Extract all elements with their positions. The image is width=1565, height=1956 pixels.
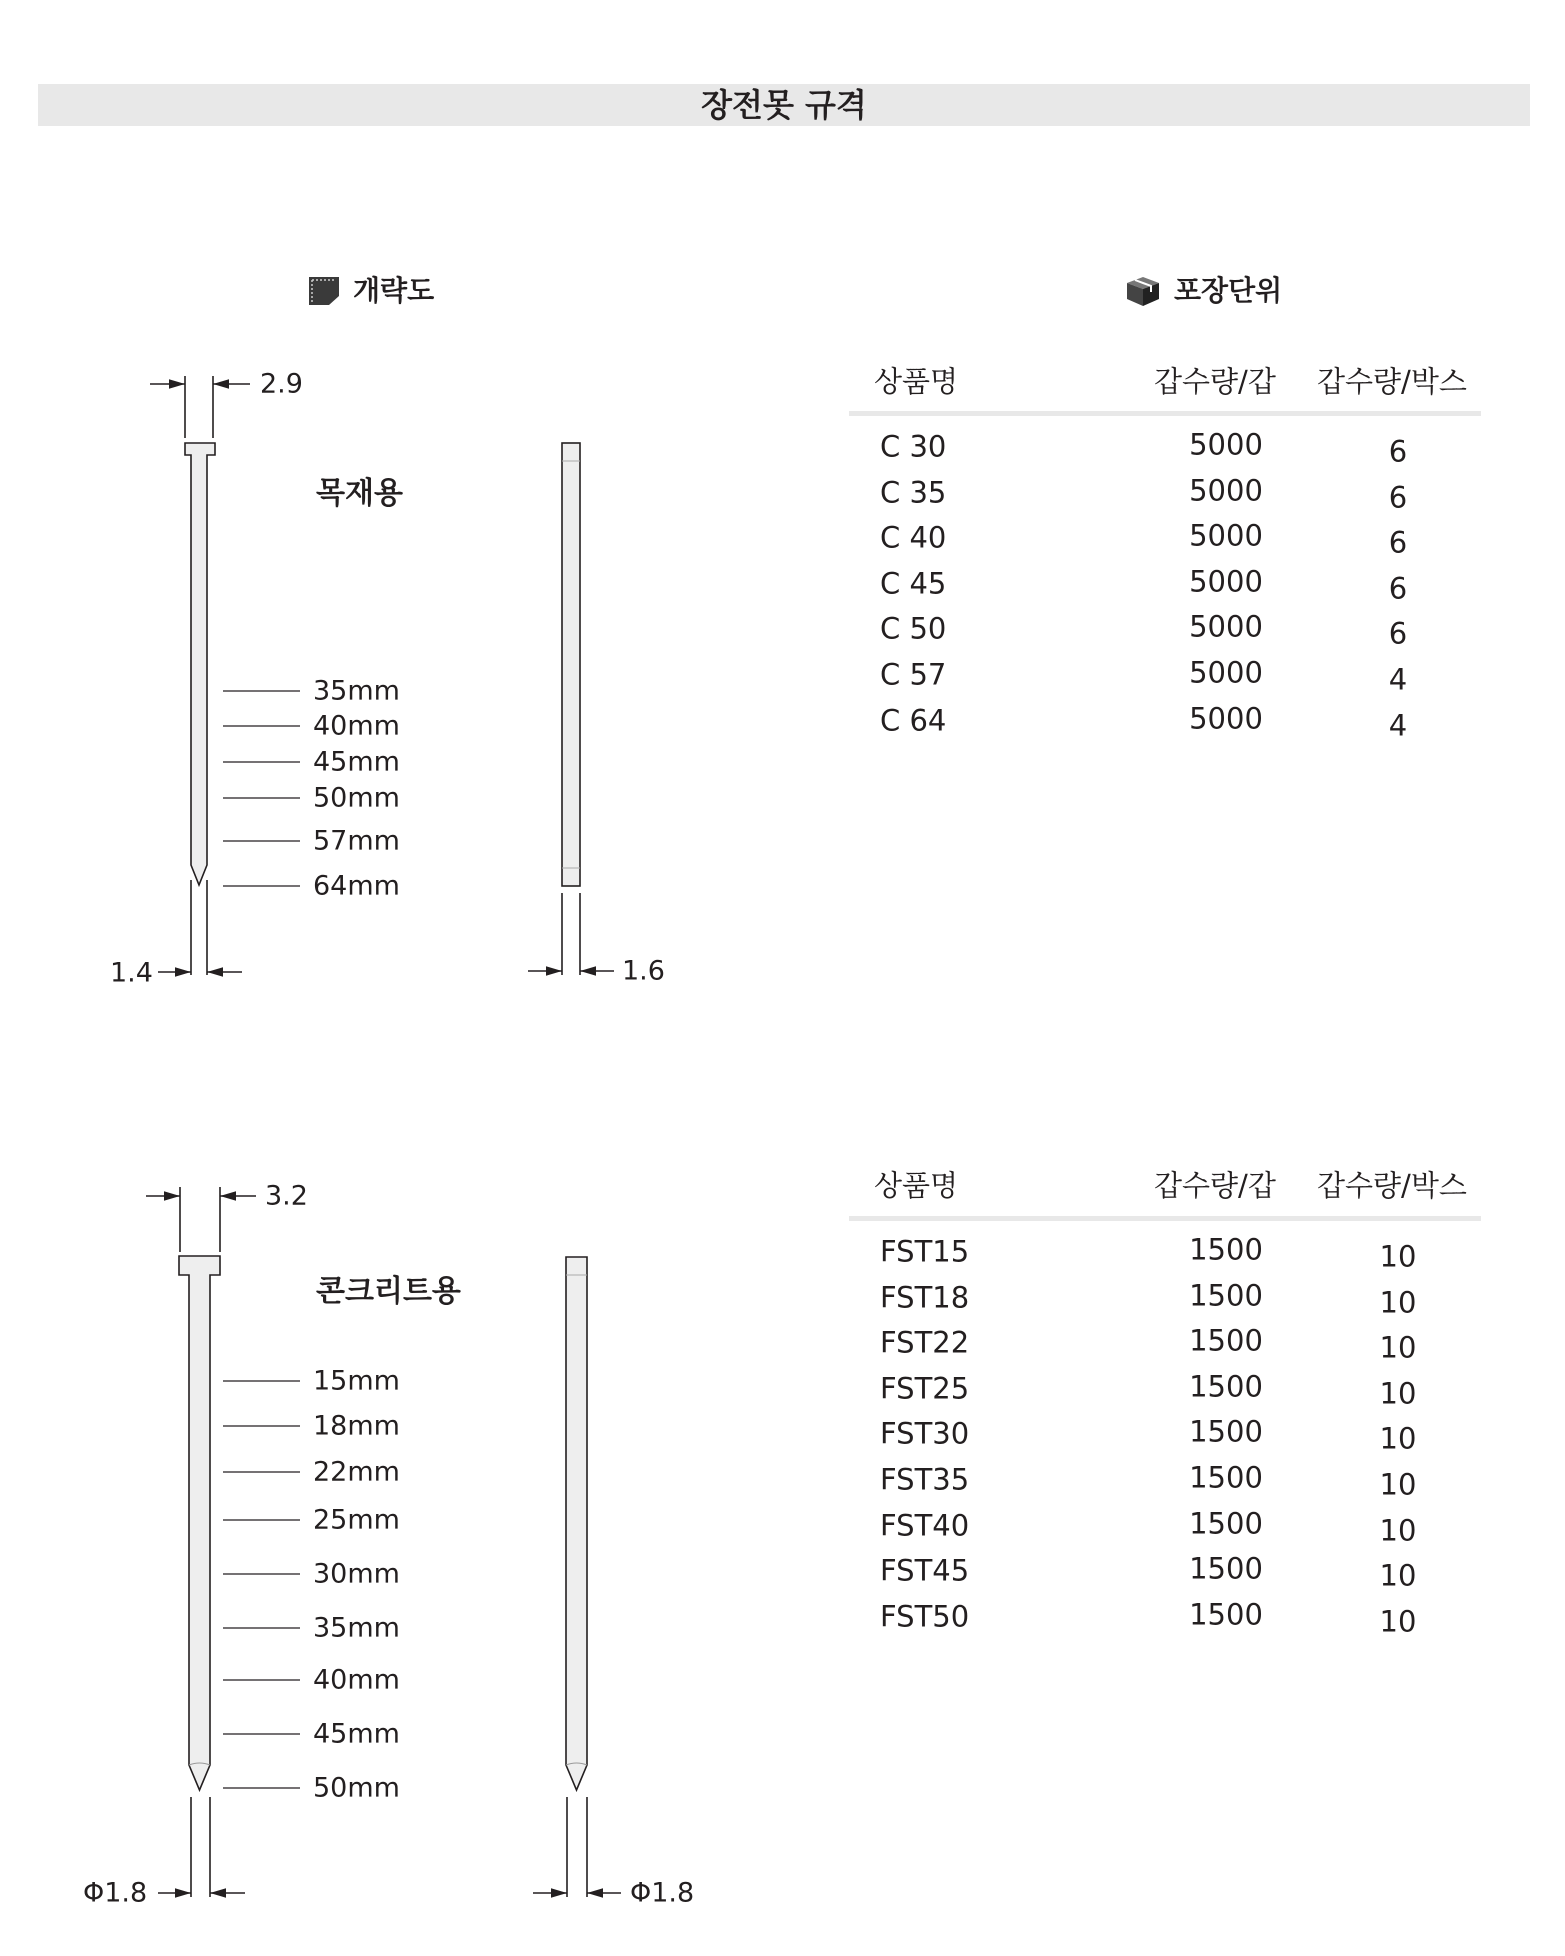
wood-nail-front [150, 376, 250, 975]
concrete-length-label: 40mm [313, 1664, 400, 1696]
cell-per-box: 10 [1379, 1467, 1417, 1502]
cell-per-pack: 1500 [1189, 1232, 1263, 1267]
cell-per-box: 10 [1379, 1558, 1417, 1593]
cell-per-box: 10 [1379, 1513, 1417, 1548]
col-header-product: 상품명 [874, 364, 959, 399]
cell-per-pack: 5000 [1189, 609, 1263, 644]
cell-product: C 50 [880, 611, 947, 646]
cell-per-box: 4 [1388, 708, 1408, 743]
cell-per-pack: 1500 [1189, 1460, 1263, 1495]
col-header-per-pack: 갑수량/갑 [1154, 364, 1276, 399]
cell-per-pack: 1500 [1189, 1323, 1263, 1358]
cell-per-box: 10 [1379, 1285, 1417, 1320]
cell-product: FST45 [880, 1553, 970, 1588]
cell-product: C 57 [880, 657, 947, 692]
cell-per-pack: 1500 [1189, 1278, 1263, 1313]
cell-per-pack: 1500 [1189, 1551, 1263, 1586]
cell-product: FST22 [880, 1325, 970, 1360]
cell-per-pack: 5000 [1189, 473, 1263, 508]
concrete-head-dimension: 3.2 [265, 1180, 308, 1212]
page-title: 장전못 규격 [701, 86, 867, 124]
cell-product: FST40 [880, 1508, 970, 1543]
wood-side-dimension: 1.6 [622, 955, 665, 987]
cell-per-pack: 5000 [1189, 655, 1263, 690]
wood-length-label: 45mm [313, 746, 400, 778]
cell-per-pack: 5000 [1189, 564, 1263, 599]
cell-per-pack: 1500 [1189, 1414, 1263, 1449]
wood-nail-side [528, 443, 614, 975]
cell-per-box: 6 [1388, 571, 1408, 606]
cell-per-pack: 5000 [1189, 427, 1263, 462]
col-header-per-box: 갑수량/박스 [1317, 364, 1467, 399]
concrete-length-label: 25mm [313, 1504, 400, 1536]
concrete-side-dimension: Φ1.8 [630, 1877, 695, 1909]
concrete-length-label: 15mm [313, 1365, 400, 1397]
concrete-length-label: 50mm [313, 1772, 400, 1804]
concrete-kind-label: 콘크리트용 [316, 1274, 461, 1309]
cell-per-box: 4 [1388, 662, 1408, 697]
concrete-length-label: 35mm [313, 1612, 400, 1644]
wood-head-dimension: 2.9 [260, 368, 303, 400]
concrete-length-label: 18mm [313, 1410, 400, 1442]
cell-per-box: 6 [1388, 525, 1408, 560]
cell-product: FST15 [880, 1234, 970, 1269]
cell-per-pack: 1500 [1189, 1506, 1263, 1541]
cell-product: FST25 [880, 1371, 970, 1406]
wood-length-label: 50mm [313, 782, 400, 814]
cell-product: FST35 [880, 1462, 970, 1497]
outline-heading: 개략도 [353, 274, 435, 307]
cell-product: C 45 [880, 566, 947, 601]
wood-shank-dimension: 1.4 [110, 957, 153, 989]
wood-length-label: 57mm [313, 825, 400, 857]
cell-product: FST30 [880, 1416, 970, 1451]
wood-length-label: 64mm [313, 870, 400, 902]
cell-product: C 40 [880, 520, 947, 555]
packaging-heading: 포장단위 [1174, 274, 1283, 307]
cell-per-box: 10 [1379, 1421, 1417, 1456]
col-header-per-pack: 갑수량/갑 [1154, 1168, 1276, 1203]
wood-kind-label: 목재용 [316, 476, 403, 511]
cell-product: C 64 [880, 703, 947, 738]
concrete-length-label: 22mm [313, 1456, 400, 1488]
header-divider [849, 411, 1481, 416]
cell-per-box: 6 [1388, 480, 1408, 515]
cell-per-pack: 1500 [1189, 1369, 1263, 1404]
cell-per-box: 10 [1379, 1604, 1417, 1639]
cell-product: FST18 [880, 1280, 970, 1315]
cell-per-box: 6 [1388, 616, 1408, 651]
concrete-length-label: 45mm [313, 1718, 400, 1750]
cell-per-box: 10 [1379, 1330, 1417, 1365]
cell-per-pack: 5000 [1189, 518, 1263, 553]
concrete-nail-front [146, 1187, 256, 1897]
col-header-per-box: 갑수량/박스 [1317, 1168, 1467, 1203]
cell-product: FST50 [880, 1599, 970, 1634]
header-divider [849, 1216, 1481, 1221]
cell-per-box: 6 [1388, 434, 1408, 469]
cell-per-box: 10 [1379, 1239, 1417, 1274]
cell-per-pack: 5000 [1189, 701, 1263, 736]
concrete-nail-side [533, 1257, 621, 1897]
col-header-product: 상품명 [874, 1168, 959, 1203]
cell-per-pack: 1500 [1189, 1597, 1263, 1632]
wood-length-label: 35mm [313, 675, 400, 707]
wood-length-label: 40mm [313, 710, 400, 742]
concrete-shank-dimension: Φ1.8 [83, 1877, 148, 1909]
cell-product: C 30 [880, 429, 947, 464]
concrete-length-label: 30mm [313, 1558, 400, 1590]
cell-per-box: 10 [1379, 1376, 1417, 1411]
cell-product: C 35 [880, 475, 947, 510]
